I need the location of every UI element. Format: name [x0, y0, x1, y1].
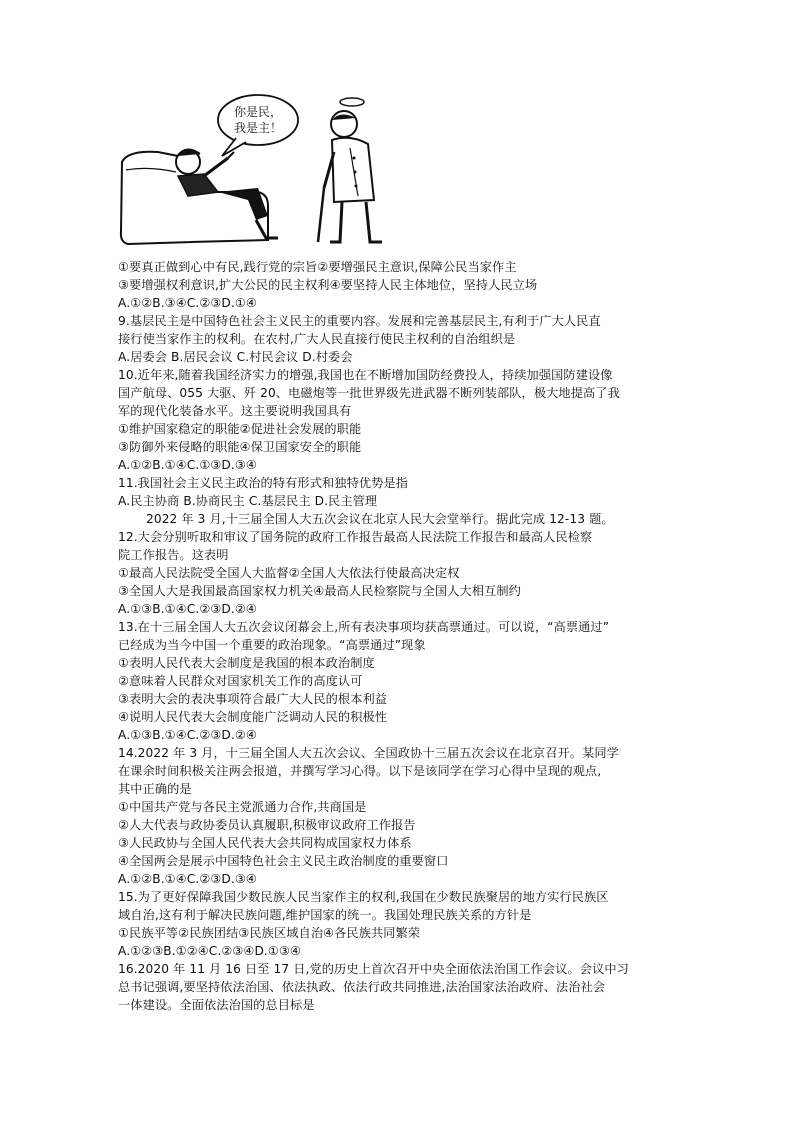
q10-option-2: ③防御外来侵略的职能④保卫国家安全的职能 — [118, 440, 362, 454]
q10-option-1: ①维护国家稳定的职能②促进社会发展的职能 — [118, 422, 362, 436]
q15-choices: A.①②③B.①②④C.②③④D.①③④ — [118, 944, 301, 958]
q12-option-2: ③全国人大是我国最高国家权力机关④最高人民检察院与全国人大相互制约 — [118, 584, 521, 598]
q9-stem-line-1: 9.基层民主是中国特色社会主义民主的重要内容。发展和完善基层民主,有利于广大人民直 — [118, 314, 601, 328]
q16-stem-line-2: 总书记强调,要坚持依法治国、依法执政、依法行政共同推进,法治国家法治政府、法治社会 — [118, 980, 606, 994]
exam-page — [118, 92, 688, 1014]
q10-stem-line-2: 国产航母、055 大驱、歼 20、电磁炮等一批世界级先进武器不断列装部队，极大地提高了我 — [118, 386, 620, 400]
q15-stem-line-1: 15.为了更好保障我国少数民族人民当家作主的权利,我国在少数民族聚居的地方实行民族区 — [118, 890, 609, 904]
q16-stem-line-1: 16.2020 年 11 月 16 日至 17 日,党的历史上首次召开中央全面依法治国工作会议。会议中习 — [118, 962, 629, 976]
q11-stem: 11.我国社会主义民主政治的特有形式和独特优势是指 — [118, 476, 409, 490]
q8-option-line-1: ①要真正做到心中有民,践行党的宗旨②要增强民主意识,保障公民当家作主 — [118, 260, 517, 274]
q12-option-1: ①最高人民法院受全国人大监督②全国人大依法行使最高决定权 — [118, 566, 460, 580]
cartoon-illustration — [118, 92, 418, 254]
q12-stem-line-2: 院工作报告。这表明 — [118, 548, 229, 562]
q13-stem-line-2: 已经成为当今中国一个重要的政治现象。“高票通过”现象 — [118, 638, 426, 652]
speech-line-1: 你是民， — [233, 105, 283, 119]
q11-choices: A.民主协商 B.协商民主 C.基层民主 D.民主管理 — [118, 494, 378, 508]
q9-stem-line-2: 接行使当家作主的权利。在农村,广大人民直接行使民主权利的自治组织是 — [118, 332, 516, 346]
intro-12-13: 2022 年 3 月,十三届全国人大五次会议在北京人民大会堂举行。据此完成 12-13 题。 — [146, 512, 614, 526]
q14-stem-line-1: 14.2022 年 3 月，十三届全国人大五次会议、全国政协十三届五次会议在北京召开。某同学 — [118, 746, 619, 760]
q14-option-4: ④全国两会是展示中国特色社会主义民主政治制度的重要窗口 — [118, 854, 449, 868]
q8-option-line-2: ③要增强权利意识,扩大公民的民主权利④要坚持人民主体地位，坚持人民立场 — [118, 278, 538, 292]
q10-stem-line-3: 军的现代化装备水平。这主要说明我国具有 — [118, 404, 352, 418]
q13-option-2: ②意味着人民群众对国家机关工作的高度认可 — [118, 674, 363, 688]
q10-stem-line-1: 10.近年来,随着我国经济实力的增强,我国也在不断增加国防经费投人，持续加强国防建设像 — [118, 368, 613, 382]
q8-choices: A.①②B.③④C.②③D.①④ — [118, 296, 257, 310]
q14-option-3: ③人民政协与全国人民代表大会共同构成国家权力体系 — [118, 836, 412, 850]
q14-stem-line-3: 其中正确的是 — [118, 782, 192, 796]
q12-choices: A.①③B.①④C.②③D.②④ — [118, 602, 257, 616]
q10-choices: A.①②B.①④C.①③D.③④ — [118, 458, 257, 472]
q14-choices: A.①②B.①④C.②③D.③④ — [118, 872, 257, 886]
q12-stem-line-1: 12.大会分别听取和审议了国务院的政府工作报告最高人民法院工作报告和最高人民检察 — [118, 530, 593, 544]
q13-stem-line-1: 13.在十三届全国人大五次会议闭幕会上,所有表决事项均获高票通过。可以说，“高票通过” — [118, 620, 610, 634]
political-cartoon — [118, 92, 418, 254]
q13-choices: A.①③B.①④C.②③D.②④ — [118, 728, 257, 742]
q14-stem-line-2: 在课余时间积极关注两会报道，并撰写学习心得。以下是该同学在学习心得中呈现的观点, — [118, 764, 602, 778]
q14-option-1: ①中国共产党与各民主党派通力合作,共商国是 — [118, 800, 367, 814]
q9-choices: A.居委会 B.居民会议 C.村民会议 D.村委会 — [118, 350, 353, 364]
q15-option-1: ①民族平等②民族团结③民族区域自治④各民族共同繁荣 — [118, 926, 421, 940]
speech-line-2: 我是主！ — [233, 121, 283, 135]
q16-stem-line-3: 一体建设。全面依法治国的总目标是 — [118, 998, 315, 1012]
q15-stem-line-2: 域自治,这有利于解决民族问题,维护国家的统一。我国处理民族关系的方针是 — [118, 908, 532, 922]
q13-option-4: ④说明人民代表大会制度能广泛调动人民的积极性 — [118, 710, 388, 724]
q13-option-3: ③表明大会的表决事项符合最广大人民的根本利益 — [118, 692, 388, 706]
q14-option-2: ②人大代表与政协委员认真履职,积极审议政府工作报告 — [118, 818, 416, 832]
q13-option-1: ①表明人民代表大会制度是我国的根本政治制度 — [118, 656, 375, 670]
